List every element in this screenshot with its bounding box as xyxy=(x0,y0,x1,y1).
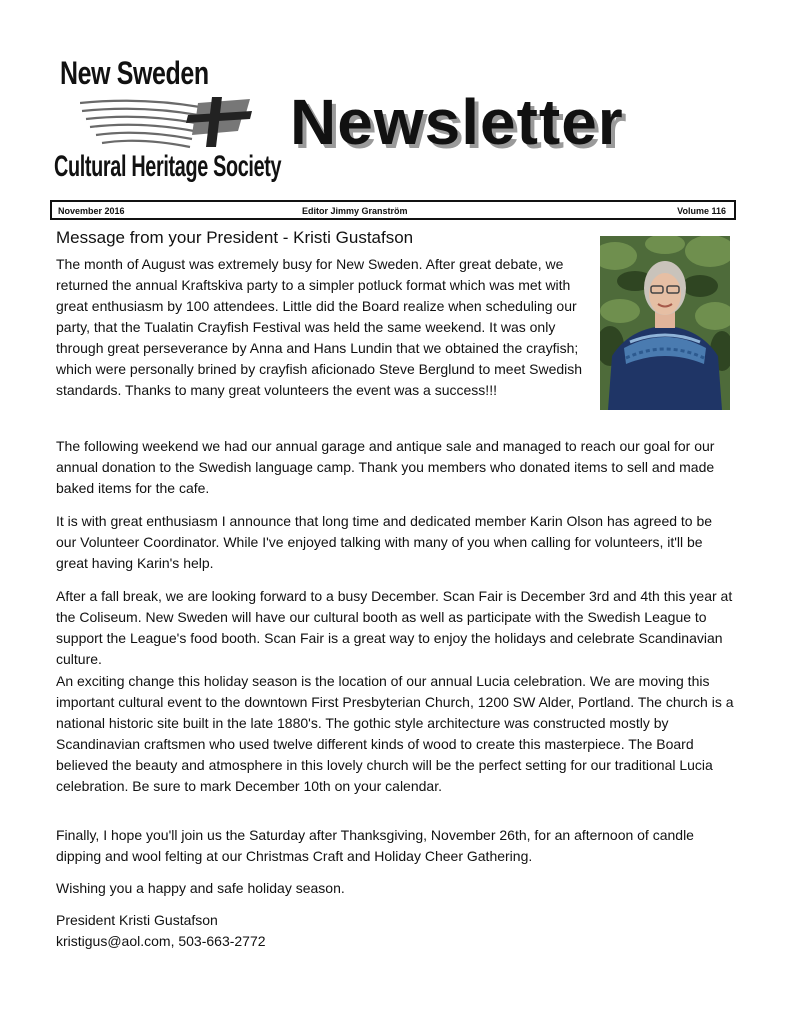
article-heading: Message from your President - Kristi Gustafson xyxy=(56,228,414,247)
paragraph-holiday-wishes: Wishing you a happy and safe holiday season. xyxy=(56,880,345,896)
society-logo xyxy=(52,55,287,195)
paragraph-scan-fair: After a fall break, we are looking forward to a busy December. Scan Fair is December 3rd and 4th this year at the Coliseum. New Sweden will have our cultural booth as well as participate with the Swedish League to support the League's food booth. Scan Fair is a great way to enjoy the holidays and celebrate Scandinavian culture. xyxy=(56,588,733,667)
president-photo xyxy=(600,236,730,410)
signature-block xyxy=(56,910,736,952)
flag-graphic xyxy=(80,97,255,149)
editor-credit: Editor Jimmy Granström xyxy=(302,206,408,216)
info-bar xyxy=(50,200,736,220)
logo-line-1: New Sweden xyxy=(60,55,209,91)
issue-date: November 2016 xyxy=(58,206,125,216)
newsletter-masthead: Newsletter xyxy=(290,86,624,158)
paragraph-lucia-celebration: An exciting change this holiday season is the location of our annual Lucia celebration. We are moving this important cultural event to the downtown First Presbyterian Church, 1200 SW Alder, Portland. The church is a national historic site built in the late 1880's. The gothic style architecture was constructed mostly by Scandinavian craftsmen who used twelve different kinds of wood to create this masterpiece. The Board believed the beauty and atmosphere in this lovely church will be the perfect setting for our traditional Lucia celebration. Be sure to mark December 10th on your calendar. xyxy=(56,673,734,794)
logo-line-2: Cultural Heritage Society xyxy=(54,150,282,183)
paragraph-garage-sale: The following weekend we had our annual garage and antique sale and managed to reach our goal for our annual donation to the Swedish language camp. Thank you members who donated items to sell and made baked items for the cafe. xyxy=(56,438,715,496)
signature-contact: kristigus@aol.com, 503-663-2772 xyxy=(56,933,266,949)
paragraph-volunteer-coordinator: It is with great enthusiasm I announce that long time and dedicated member Karin Olson has agreed to be our Volunteer Coordinator. While I've enjoyed talking with many of you when calling for volunteers, it'll be great having Karin's help. xyxy=(56,513,713,571)
paragraph-august-party: The month of August was extremely busy for New Sweden. After great debate, we returned the annual Kraftskiva party to a simpler potluck format which was met with great enthusiasm by 100 attendees. Little did the Board realize when scheduling our party, that the Tualatin Crayfish Festival was held the same weekend. It was only through great perseverance by Anna and Hans Lundin that we obtained the crayfish; which were personally brined by crayfish aficionado Steve Berglund to meet Swedish standards. Thanks to many great volunteers the event was a success!!! xyxy=(56,256,583,398)
volume-number: Volume 116 xyxy=(677,206,726,216)
signature-name: President Kristi Gustafson xyxy=(56,912,218,928)
paragraph-thanksgiving-gathering: Finally, I hope you'll join us the Saturday after Thanksgiving, November 26th, for an afternoon of candle dipping and wool felting at our Christmas Craft and Holiday Cheer Gathering. xyxy=(56,827,694,864)
